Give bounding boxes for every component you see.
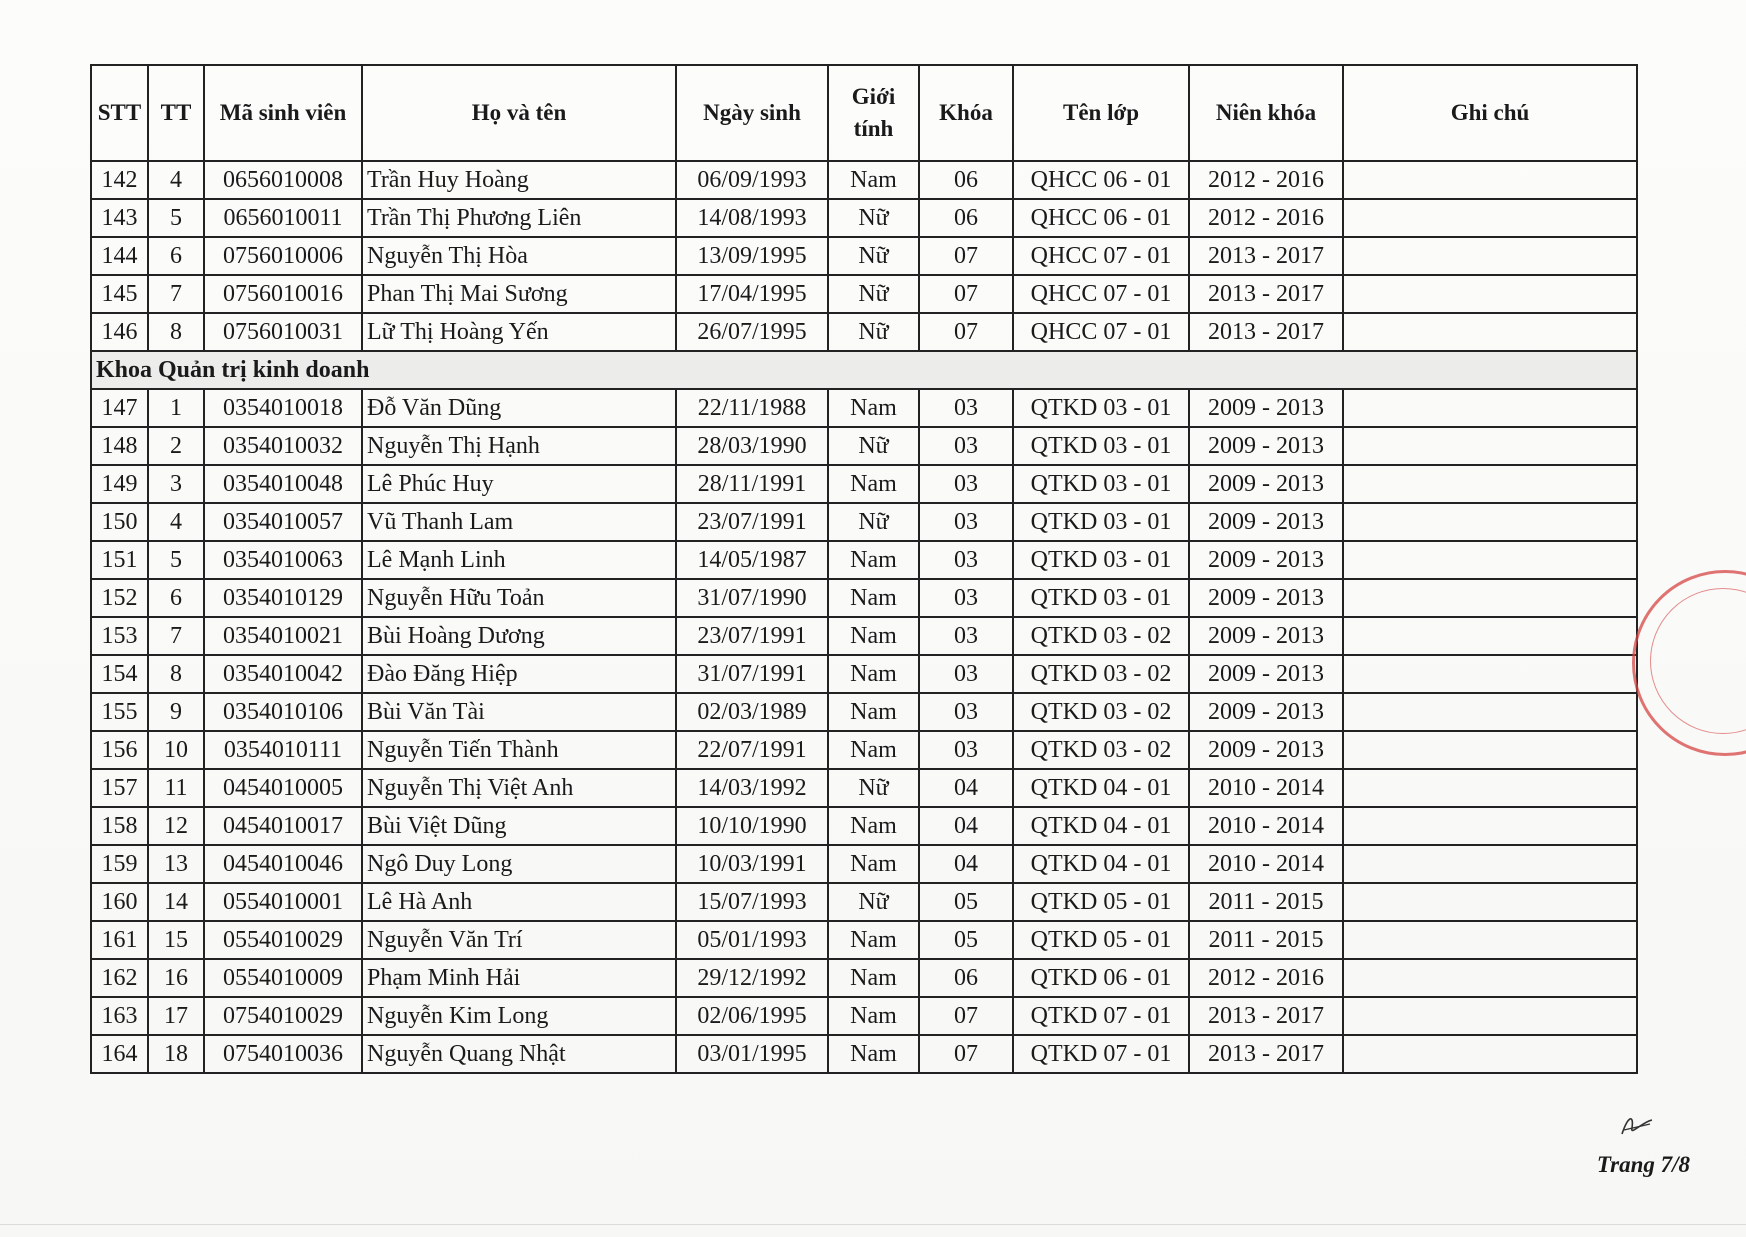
header-tt: TT [148,65,204,161]
cell-gender: Nữ [828,199,919,237]
cell-class-name: QTKD 07 - 01 [1013,997,1189,1035]
cell-school-year: 2009 - 2013 [1189,427,1343,465]
cell-tt: 5 [148,541,204,579]
cell-dob: 06/09/1993 [676,161,828,199]
cell-cohort: 03 [919,731,1013,769]
cell-full-name: Bùi Hoàng Dương [362,617,676,655]
cell-dob: 26/07/1995 [676,313,828,351]
cell-stt: 155 [91,693,148,731]
cell-stt: 160 [91,883,148,921]
cell-class-name: QTKD 03 - 01 [1013,579,1189,617]
handwritten-initials-icon [1618,1110,1656,1140]
cell-tt: 15 [148,921,204,959]
cell-dob: 14/05/1987 [676,541,828,579]
cell-full-name: Nguyễn Quang Nhật [362,1035,676,1073]
cell-full-name: Nguyễn Văn Trí [362,921,676,959]
cell-tt: 16 [148,959,204,997]
cell-cohort: 03 [919,541,1013,579]
cell-tt: 4 [148,161,204,199]
table-body-group-a [91,161,1637,351]
cell-notes [1343,655,1637,693]
cell-cohort: 06 [919,959,1013,997]
cell-gender: Nữ [828,883,919,921]
cell-notes [1343,769,1637,807]
cell-student-id: 0354010021 [204,617,362,655]
cell-full-name: Nguyễn Thị Hòa [362,237,676,275]
cell-student-id: 0656010011 [204,199,362,237]
cell-cohort: 04 [919,769,1013,807]
cell-student-id: 0354010018 [204,389,362,427]
cell-full-name: Phạm Minh Hải [362,959,676,997]
cell-stt: 147 [91,389,148,427]
cell-notes [1343,845,1637,883]
table-row [91,769,1637,807]
cell-student-id: 0756010031 [204,313,362,351]
cell-class-name: QTKD 03 - 02 [1013,655,1189,693]
section-group [91,351,1637,389]
cell-stt: 156 [91,731,148,769]
cell-student-id: 0354010129 [204,579,362,617]
cell-full-name: Ngô Duy Long [362,845,676,883]
cell-gender: Nữ [828,427,919,465]
cell-school-year: 2009 - 2013 [1189,617,1343,655]
cell-school-year: 2013 - 2017 [1189,997,1343,1035]
cell-school-year: 2009 - 2013 [1189,465,1343,503]
table-row [91,161,1637,199]
cell-student-id: 0354010063 [204,541,362,579]
cell-tt: 6 [148,579,204,617]
cell-school-year: 2013 - 2017 [1189,1035,1343,1073]
cell-full-name: Trần Huy Hoàng [362,161,676,199]
table-row [91,313,1637,351]
table-row [91,845,1637,883]
cell-tt: 9 [148,693,204,731]
cell-full-name: Vũ Thanh Lam [362,503,676,541]
cell-school-year: 2009 - 2013 [1189,389,1343,427]
table-row [91,731,1637,769]
cell-cohort: 03 [919,465,1013,503]
header-school-year: Niên khóa [1189,65,1343,161]
cell-dob: 14/08/1993 [676,199,828,237]
cell-gender: Nam [828,693,919,731]
scan-edge-divider [0,1224,1746,1225]
cell-notes [1343,579,1637,617]
cell-tt: 6 [148,237,204,275]
cell-gender: Nữ [828,275,919,313]
table-row [91,883,1637,921]
cell-full-name: Nguyễn Thị Hạnh [362,427,676,465]
cell-dob: 28/11/1991 [676,465,828,503]
cell-cohort: 03 [919,579,1013,617]
cell-gender: Nam [828,579,919,617]
cell-gender: Nữ [828,503,919,541]
cell-student-id: 0354010032 [204,427,362,465]
cell-class-name: QTKD 03 - 01 [1013,465,1189,503]
cell-stt: 158 [91,807,148,845]
cell-notes [1343,199,1637,237]
cell-class-name: QHCC 06 - 01 [1013,199,1189,237]
cell-school-year: 2011 - 2015 [1189,921,1343,959]
cell-tt: 14 [148,883,204,921]
cell-tt: 4 [148,503,204,541]
cell-tt: 11 [148,769,204,807]
table-row [91,275,1637,313]
cell-tt: 8 [148,655,204,693]
cell-notes [1343,731,1637,769]
cell-cohort: 07 [919,237,1013,275]
cell-student-id: 0754010029 [204,997,362,1035]
cell-cohort: 03 [919,693,1013,731]
cell-stt: 146 [91,313,148,351]
cell-full-name: Nguyễn Thị Việt Anh [362,769,676,807]
cell-student-id: 0354010106 [204,693,362,731]
header-class-name: Tên lớp [1013,65,1189,161]
table-row [91,503,1637,541]
cell-dob: 29/12/1992 [676,959,828,997]
cell-gender: Nam [828,465,919,503]
cell-tt: 3 [148,465,204,503]
cell-dob: 03/01/1995 [676,1035,828,1073]
cell-stt: 163 [91,997,148,1035]
cell-class-name: QTKD 04 - 01 [1013,807,1189,845]
table-body-group-b [91,389,1637,1073]
table-row [91,237,1637,275]
cell-gender: Nam [828,161,919,199]
cell-school-year: 2012 - 2016 [1189,161,1343,199]
cell-stt: 159 [91,845,148,883]
cell-notes [1343,807,1637,845]
cell-gender: Nữ [828,769,919,807]
cell-dob: 02/06/1995 [676,997,828,1035]
cell-dob: 10/10/1990 [676,807,828,845]
cell-class-name: QTKD 06 - 01 [1013,959,1189,997]
cell-stt: 161 [91,921,148,959]
cell-dob: 15/07/1993 [676,883,828,921]
cell-class-name: QTKD 03 - 01 [1013,541,1189,579]
cell-full-name: Lê Mạnh Linh [362,541,676,579]
cell-student-id: 0354010048 [204,465,362,503]
cell-notes [1343,997,1637,1035]
cell-gender: Nam [828,1035,919,1073]
cell-gender: Nữ [828,313,919,351]
cell-stt: 150 [91,503,148,541]
cell-cohort: 03 [919,617,1013,655]
cell-gender: Nam [828,389,919,427]
cell-full-name: Nguyễn Tiến Thành [362,731,676,769]
cell-cohort: 07 [919,275,1013,313]
cell-student-id: 0354010057 [204,503,362,541]
cell-student-id: 0756010016 [204,275,362,313]
header-notes: Ghi chú [1343,65,1637,161]
cell-notes [1343,275,1637,313]
cell-tt: 2 [148,427,204,465]
cell-dob: 22/07/1991 [676,731,828,769]
cell-notes [1343,959,1637,997]
cell-tt: 18 [148,1035,204,1073]
cell-class-name: QTKD 07 - 01 [1013,1035,1189,1073]
cell-student-id: 0554010029 [204,921,362,959]
cell-dob: 31/07/1990 [676,579,828,617]
cell-stt: 148 [91,427,148,465]
cell-tt: 10 [148,731,204,769]
cell-school-year: 2012 - 2016 [1189,199,1343,237]
section-header-row [91,351,1637,389]
table-row [91,427,1637,465]
table-row [91,541,1637,579]
cell-cohort: 04 [919,845,1013,883]
cell-student-id: 0656010008 [204,161,362,199]
cell-tt: 17 [148,997,204,1035]
cell-gender: Nữ [828,237,919,275]
cell-stt: 144 [91,237,148,275]
cell-stt: 152 [91,579,148,617]
cell-tt: 5 [148,199,204,237]
cell-full-name: Nguyễn Kim Long [362,997,676,1035]
cell-school-year: 2011 - 2015 [1189,883,1343,921]
table-row [91,807,1637,845]
cell-stt: 149 [91,465,148,503]
cell-school-year: 2013 - 2017 [1189,275,1343,313]
cell-notes [1343,921,1637,959]
cell-gender: Nam [828,959,919,997]
cell-stt: 154 [91,655,148,693]
cell-class-name: QTKD 04 - 01 [1013,769,1189,807]
cell-student-id: 0354010042 [204,655,362,693]
cell-tt: 13 [148,845,204,883]
table-row [91,921,1637,959]
table-row [91,1035,1637,1073]
cell-full-name: Đào Đăng Hiệp [362,655,676,693]
cell-notes [1343,617,1637,655]
cell-full-name: Lê Phúc Huy [362,465,676,503]
cell-school-year: 2009 - 2013 [1189,655,1343,693]
page-number: Trang 7/8 [1596,1152,1690,1177]
cell-dob: 14/03/1992 [676,769,828,807]
cell-student-id: 0454010017 [204,807,362,845]
cell-class-name: QHCC 07 - 01 [1013,313,1189,351]
cell-school-year: 2010 - 2014 [1189,845,1343,883]
cell-class-name: QTKD 05 - 01 [1013,921,1189,959]
cell-cohort: 06 [919,199,1013,237]
cell-stt: 164 [91,1035,148,1073]
cell-student-id: 0554010001 [204,883,362,921]
cell-dob: 31/07/1991 [676,655,828,693]
cell-gender: Nam [828,617,919,655]
cell-school-year: 2010 - 2014 [1189,807,1343,845]
cell-notes [1343,313,1637,351]
cell-student-id: 0454010005 [204,769,362,807]
cell-cohort: 03 [919,389,1013,427]
cell-cohort: 07 [919,997,1013,1035]
cell-cohort: 03 [919,503,1013,541]
cell-notes [1343,693,1637,731]
cell-dob: 13/09/1995 [676,237,828,275]
cell-notes [1343,465,1637,503]
cell-class-name: QHCC 06 - 01 [1013,161,1189,199]
cell-stt: 162 [91,959,148,997]
header-dob: Ngày sinh [676,65,828,161]
cell-gender: Nam [828,807,919,845]
header-stt: STT [91,65,148,161]
table-row [91,997,1637,1035]
cell-notes [1343,427,1637,465]
cell-cohort: 03 [919,655,1013,693]
cell-notes [1343,161,1637,199]
cell-cohort: 05 [919,883,1013,921]
cell-stt: 145 [91,275,148,313]
cell-full-name: Phan Thị Mai Sương [362,275,676,313]
table-row [91,617,1637,655]
cell-tt: 1 [148,389,204,427]
cell-dob: 02/03/1989 [676,693,828,731]
cell-class-name: QTKD 03 - 01 [1013,389,1189,427]
cell-full-name: Nguyễn Hữu Toản [362,579,676,617]
cell-full-name: Trần Thị Phương Liên [362,199,676,237]
cell-cohort: 07 [919,1035,1013,1073]
cell-cohort: 03 [919,427,1013,465]
cell-full-name: Bùi Văn Tài [362,693,676,731]
cell-school-year: 2010 - 2014 [1189,769,1343,807]
cell-school-year: 2009 - 2013 [1189,579,1343,617]
cell-student-id: 0454010046 [204,845,362,883]
cell-tt: 12 [148,807,204,845]
table-row [91,655,1637,693]
cell-school-year: 2012 - 2016 [1189,959,1343,997]
cell-stt: 143 [91,199,148,237]
cell-class-name: QTKD 05 - 01 [1013,883,1189,921]
cell-full-name: Bùi Việt Dũng [362,807,676,845]
cell-school-year: 2009 - 2013 [1189,693,1343,731]
cell-school-year: 2009 - 2013 [1189,503,1343,541]
cell-notes [1343,883,1637,921]
cell-cohort: 06 [919,161,1013,199]
cell-class-name: QTKD 04 - 01 [1013,845,1189,883]
cell-gender: Nam [828,541,919,579]
cell-dob: 23/07/1991 [676,617,828,655]
cell-school-year: 2009 - 2013 [1189,541,1343,579]
cell-notes [1343,237,1637,275]
cell-gender: Nam [828,655,919,693]
cell-gender: Nam [828,731,919,769]
cell-stt: 151 [91,541,148,579]
cell-class-name: QTKD 03 - 02 [1013,731,1189,769]
cell-tt: 7 [148,617,204,655]
header-gender-line2: tính [853,116,894,141]
cell-class-name: QTKD 03 - 02 [1013,617,1189,655]
cell-dob: 17/04/1995 [676,275,828,313]
cell-dob: 23/07/1991 [676,503,828,541]
table-row [91,693,1637,731]
header-cohort: Khóa [919,65,1013,161]
cell-notes [1343,1035,1637,1073]
cell-school-year: 2013 - 2017 [1189,313,1343,351]
cell-tt: 8 [148,313,204,351]
cell-dob: 10/03/1991 [676,845,828,883]
cell-notes [1343,389,1637,427]
cell-student-id: 0354010111 [204,731,362,769]
cell-cohort: 05 [919,921,1013,959]
table-row [91,959,1637,997]
cell-student-id: 0756010006 [204,237,362,275]
cell-full-name: Lữ Thị Hoàng Yến [362,313,676,351]
cell-class-name: QHCC 07 - 01 [1013,237,1189,275]
table-header-row [91,65,1637,161]
cell-student-id: 0554010009 [204,959,362,997]
cell-notes [1343,503,1637,541]
table-row [91,579,1637,617]
cell-dob: 05/01/1993 [676,921,828,959]
cell-stt: 157 [91,769,148,807]
cell-cohort: 04 [919,807,1013,845]
cell-class-name: QHCC 07 - 01 [1013,275,1189,313]
cell-stt: 153 [91,617,148,655]
header-gender-line1: Giới [851,84,896,109]
cell-stt: 142 [91,161,148,199]
header-student-id: Mã sinh viên [204,65,362,161]
cell-tt: 7 [148,275,204,313]
cell-class-name: QTKD 03 - 01 [1013,427,1189,465]
cell-full-name: Đỗ Văn Dũng [362,389,676,427]
table-row [91,389,1637,427]
cell-class-name: QTKD 03 - 02 [1013,693,1189,731]
section-title: Khoa Quản trị kinh doanh [91,351,1637,389]
cell-school-year: 2013 - 2017 [1189,237,1343,275]
cell-school-year: 2009 - 2013 [1189,731,1343,769]
cell-gender: Nam [828,997,919,1035]
table-row [91,199,1637,237]
cell-gender: Nam [828,921,919,959]
cell-student-id: 0754010036 [204,1035,362,1073]
header-gender [828,65,919,161]
cell-cohort: 07 [919,313,1013,351]
cell-class-name: QTKD 03 - 01 [1013,503,1189,541]
cell-gender: Nam [828,845,919,883]
header-full-name: Họ và tên [362,65,676,161]
cell-full-name: Lê Hà Anh [362,883,676,921]
cell-notes [1343,541,1637,579]
table-row [91,465,1637,503]
student-roster-table [90,64,1638,1074]
cell-dob: 22/11/1988 [676,389,828,427]
cell-dob: 28/03/1990 [676,427,828,465]
